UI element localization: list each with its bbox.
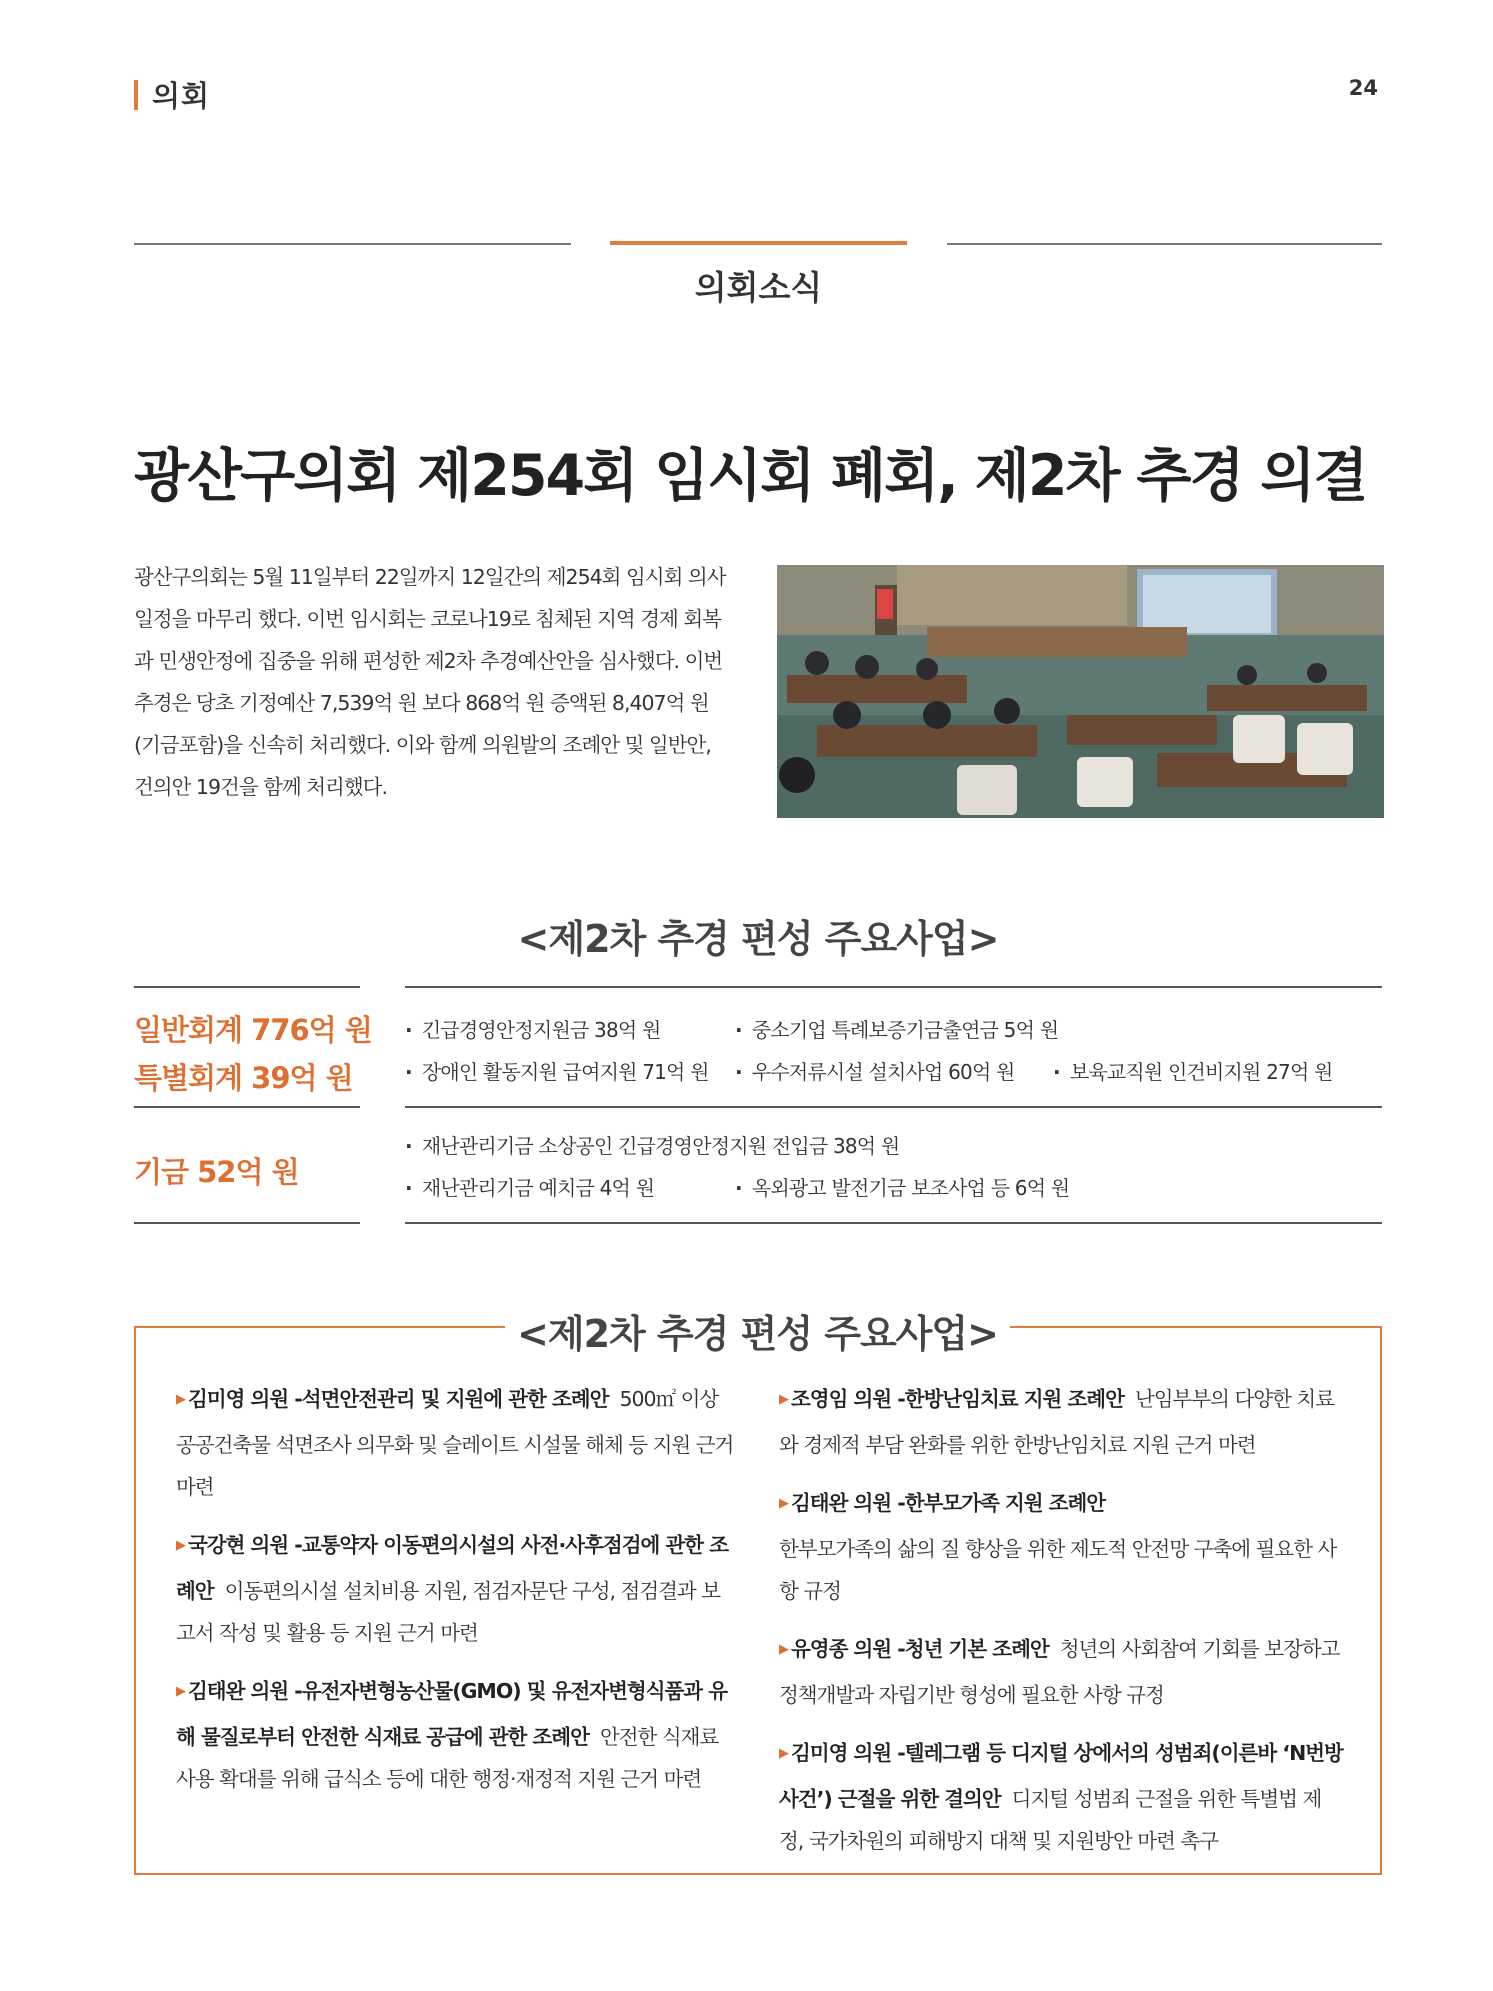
agenda-item-title: ▶ 김태완 의원 -한부모가족 지원 조례안 xyxy=(779,1482,1344,1528)
divider-left xyxy=(134,243,571,245)
agenda-item-desc: 한부모가족의 삶의 질 향상을 위한 제도적 안전망 구축에 필요한 사항 규정 xyxy=(779,1537,1337,1603)
special-account-label: 특별회계 39억 원 xyxy=(134,1061,353,1095)
budget-item: · 장애인 활동지원 급여지원 71억 원 xyxy=(405,1056,735,1085)
budget-row-2 xyxy=(405,1054,1380,1086)
budget-heading: <제2차 추경 편성 주요사업> xyxy=(517,917,999,961)
section-header xyxy=(134,74,210,115)
budget-rule-mid-left xyxy=(134,1106,360,1108)
budget-rule-top-right xyxy=(405,986,1382,988)
agenda-item-desc: 디지털 성범죄 근절을 위한 특별법 제정, 국가차원의 피해방지 대책 및 지원방안 마련 촉구 xyxy=(779,1787,1322,1853)
budget-rule-top-left xyxy=(134,986,360,988)
header-accent-bar xyxy=(134,80,138,110)
agenda-item xyxy=(779,1628,1344,1716)
news-label: 의회소식 xyxy=(694,268,823,307)
budget-item: · 보육교직원 인건비지원 27억 원 xyxy=(1053,1056,1333,1085)
agenda-item-desc: 500㎡ 이상 공공건축물 석면조사 의무화 및 슬레이트 시설물 해체 등 지원 근거 마련 xyxy=(176,1387,734,1499)
agenda-item-desc: 안전한 식재료 사용 확대를 위해 급식소 등에 대한 행정·재정적 지원 근거 마련 xyxy=(176,1725,719,1791)
agenda-item xyxy=(176,1524,736,1654)
budget-item: · 재난관리기금 예치금 4억 원 xyxy=(405,1172,735,1201)
agenda-item-title: ▶ 유영종 의원 -청년 기본 조례안 xyxy=(779,1637,1049,1661)
budget-item: · 긴급경영안정지원금 38억 원 xyxy=(405,1014,735,1043)
budget-item: · 중소기업 특례보증기금출연금 5억 원 xyxy=(735,1014,1058,1043)
budget-rule-bottom-right xyxy=(405,1222,1382,1224)
budget-row-3 xyxy=(405,1128,1380,1160)
divider-accent xyxy=(610,241,907,245)
budget-item: · 재난관리기금 소상공인 긴급경영안정지원 전입금 38억 원 xyxy=(405,1130,899,1159)
budget-rule-mid-right xyxy=(405,1106,1382,1108)
section-label: 의회 xyxy=(152,79,211,113)
budget-item: · 우수저류시설 설치사업 60억 원 xyxy=(735,1056,1053,1085)
council-chamber-illustration xyxy=(777,565,1384,818)
agenda-right-column xyxy=(779,1378,1344,1878)
budget-rule-bottom-left xyxy=(134,1222,360,1224)
agenda-item-desc: 난임부부의 다양한 치료와 경제적 부담 완화를 위한 한방난임치료 지원 근거 마련 xyxy=(779,1387,1335,1457)
agenda-heading: <제2차 추경 편성 주요사업> xyxy=(505,1303,1010,1358)
agenda-item-title: ▶ 김미영 의원 -석면안전관리 및 지원에 관한 조례안 xyxy=(176,1387,608,1411)
agenda-item-title: ▶ 김태완 의원 -유전자변형농산물(GMO) 및 유전자변형식품과 유해 물질로부터 안전한 식재료 공급에 관한 조례안 xyxy=(176,1679,727,1749)
agenda-item-desc: 이동편의시설 설치비용 지원, 점검자문단 구성, 점검결과 보고서 작성 및 활용 등 지원 근거 마련 xyxy=(176,1579,721,1645)
agenda-item xyxy=(779,1732,1344,1862)
page-number: 24 xyxy=(1348,76,1378,100)
article-title: 광산구의회 제254회 임시회 폐회, 제2차 추경 의결 xyxy=(134,443,1367,509)
agenda-item xyxy=(779,1378,1344,1466)
agenda-item xyxy=(176,1378,736,1508)
general-account-label: 일반회계 776억 원 xyxy=(134,1013,372,1047)
article-intro: 광산구의회는 5월 11일부터 22일까지 12일간의 제254회 임시회 의사일정을 마무리 했다. 이번 임시회는 코로나19로 침체된 지역 경제 회복과 민생안정에 집중을 위해 편성한 제2차 추경예산안을 심사했다. 이번 추경은 당초 기정예산 7,539억 원 보다 868억 원 증액된 8,407억 원(기금포함)을 신속히 처리했다. 이와 함께 의원발의 조례안 및 일반안, 건의안 19건을 함께 처리했다. xyxy=(134,565,726,799)
agenda-item-title: ▶ 국강현 의원 -교통약자 이동편의시설의 사전·사후점검에 관한 조례안 xyxy=(176,1533,728,1603)
agenda-item-title: ▶ 조영임 의원 -한방난임치료 지원 조례안 xyxy=(779,1387,1124,1411)
divider-right xyxy=(947,243,1382,245)
agenda-item-desc: 청년의 사회참여 기회를 보장하고 정책개발과 자립기반 형성에 필요한 사항 규정 xyxy=(779,1637,1340,1707)
agenda-item xyxy=(779,1482,1344,1612)
agenda-item xyxy=(176,1670,736,1800)
agenda-left-column xyxy=(176,1378,736,1816)
budget-row-1 xyxy=(405,1012,1380,1044)
fund-label: 기금 52억 원 xyxy=(134,1155,299,1189)
budget-row-4 xyxy=(405,1170,1380,1202)
council-session-photo xyxy=(777,565,1384,818)
agenda-item-title: ▶ 김미영 의원 -텔레그램 등 디지털 상에서의 성범죄(이른바 ‘N번방 사건’) 근절을 위한 결의안 xyxy=(779,1741,1343,1811)
budget-item: · 옥외광고 발전기금 보조사업 등 6억 원 xyxy=(735,1172,1069,1201)
